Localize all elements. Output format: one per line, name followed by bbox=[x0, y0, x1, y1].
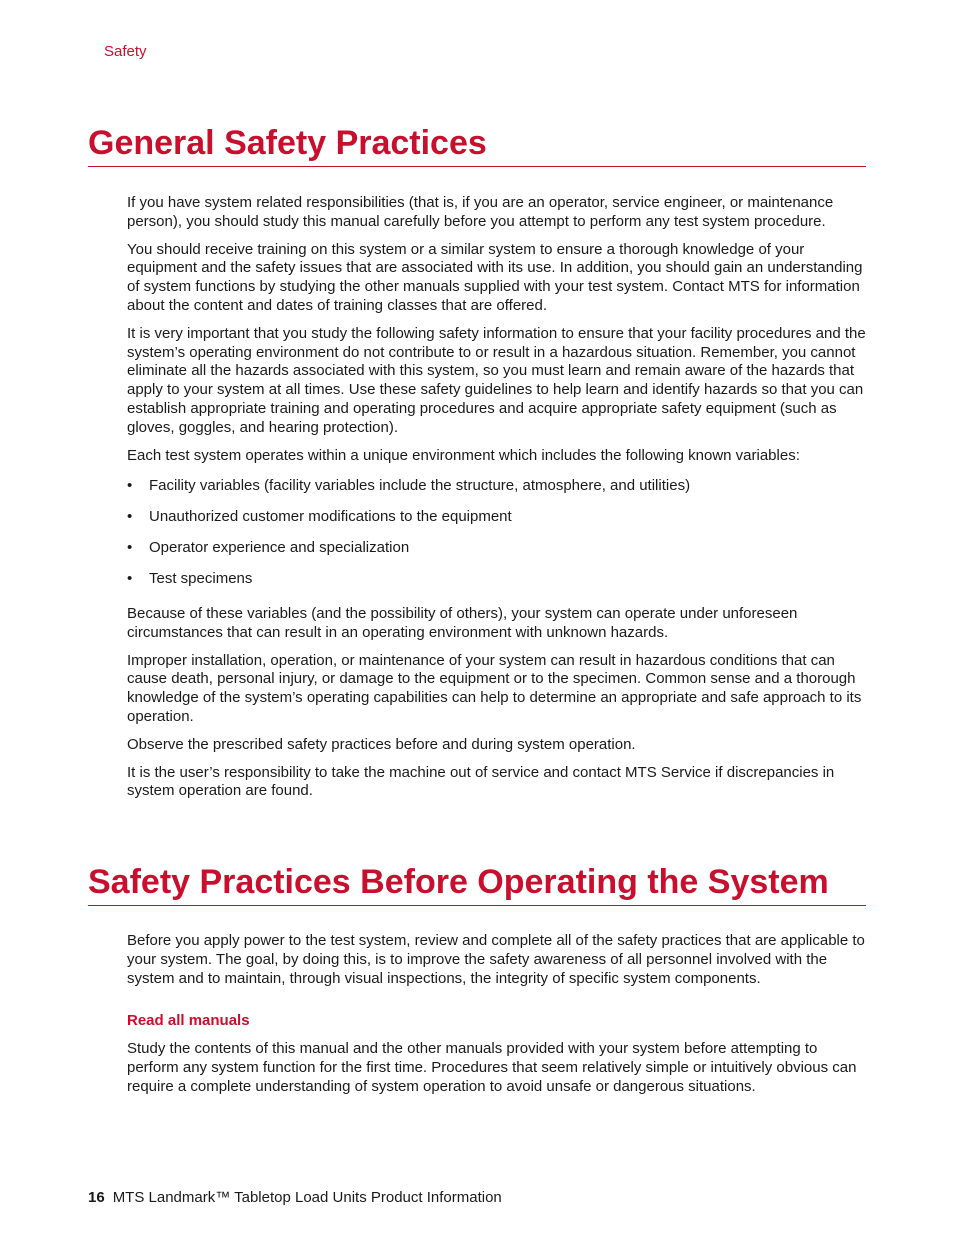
paragraph: Because of these variables (and the possibility of others), your system can operate under unforeseen circumstances that can result in an operating environment with unknown hazards. bbox=[127, 605, 798, 641]
paragraph: Improper installation, operation, or maintenance of your system can result in hazardous conditions that can cause death, personal injury, or damage to the equipment or to the specimen. Common sense and a thorough knowledge of the system’s operating capabilities can help to determine an appropriate and safe approach to its operation. bbox=[127, 651, 862, 725]
paragraph: It is very important that you study the following safety information to ensure that your facility procedures and the system’s operating environment do not contribute to or result in a hazardous situation. Remember, you cannot eliminate all the hazards associated with this system, so you must learn and remain aware of the hazards that apply to your system at all times. Use these safety guidelines to help learn and identify hazards so that you can establish appropriate training and operating procedures and acquire appropriate safety equipment (such as gloves, goggles, and hearing protection). bbox=[127, 324, 866, 436]
section1-closing-paragraphs bbox=[127, 605, 867, 810]
page-number: 16 bbox=[88, 1189, 105, 1206]
bullet-icon: • bbox=[127, 538, 133, 556]
subheading-read-all-manuals: Read all manuals bbox=[127, 1012, 250, 1029]
section1-intro-paragraphs bbox=[127, 194, 867, 474]
paragraph: Each test system operates within a unique environment which includes the following known variables: bbox=[127, 446, 800, 464]
list-item-text: Facility variables (facility variables include the structure, atmosphere, and utilities) bbox=[149, 477, 691, 494]
bullet-icon: • bbox=[127, 507, 133, 525]
read-all-manuals-body bbox=[127, 1040, 867, 1105]
list-item bbox=[127, 539, 867, 558]
page-footer bbox=[88, 1189, 502, 1206]
running-header-section: Safety bbox=[104, 43, 147, 60]
paragraph: Observe the prescribed safety practices before and during system operation. bbox=[127, 735, 636, 753]
section-title-before-operating: Safety Practices Before Operating the System bbox=[88, 862, 866, 906]
variables-bullet-list bbox=[127, 477, 867, 601]
list-item bbox=[127, 477, 867, 496]
paragraph: Study the contents of this manual and the other manuals provided with your system before attempting to perform any system function for the first time. Procedures that seem relatively simple or intuitively obvious can require a complete understanding of system operation to avoid unsafe or dangerous situations. bbox=[127, 1040, 857, 1095]
section2-intro bbox=[127, 932, 867, 997]
section-title-general-safety: General Safety Practices bbox=[88, 123, 866, 167]
list-item bbox=[127, 570, 867, 589]
list-item bbox=[127, 508, 867, 527]
paragraph: It is the user’s responsibility to take the machine out of service and contact MTS Service if discrepancies in system operation are found. bbox=[127, 763, 835, 800]
paragraph: If you have system related responsibilities (that is, if you are an operator, service engineer, or maintenance person), you should study this manual carefully before you attempt to perform any test system procedure. bbox=[127, 194, 834, 230]
list-item-text: Unauthorized customer modifications to the equipment bbox=[149, 507, 512, 525]
bullet-icon: • bbox=[127, 477, 133, 494]
footer-doc-title: MTS Landmark™ Tabletop Load Units Product Information bbox=[112, 1189, 502, 1206]
bullet-icon: • bbox=[127, 569, 133, 587]
list-item-text: Test specimens bbox=[149, 569, 253, 587]
paragraph: Before you apply power to the test system, review and complete all of the safety practices that are applicable to your system. The goal, by doing this, is to improve the safety awareness of all personnel involved with the system and to maintain, through visual inspections, the integrity of specific system components. bbox=[127, 932, 865, 987]
paragraph: You should receive training on this system or a similar system to ensure a thorough knowledge of your equipment and the safety issues that are associated with its use. In addition, you should gain an understanding of system functions by studying the other manuals supplied with your test system. Contact MTS for information about the content and dates of training classes that are offered. bbox=[127, 240, 863, 314]
list-item-text: Operator experience and specialization bbox=[149, 538, 410, 556]
